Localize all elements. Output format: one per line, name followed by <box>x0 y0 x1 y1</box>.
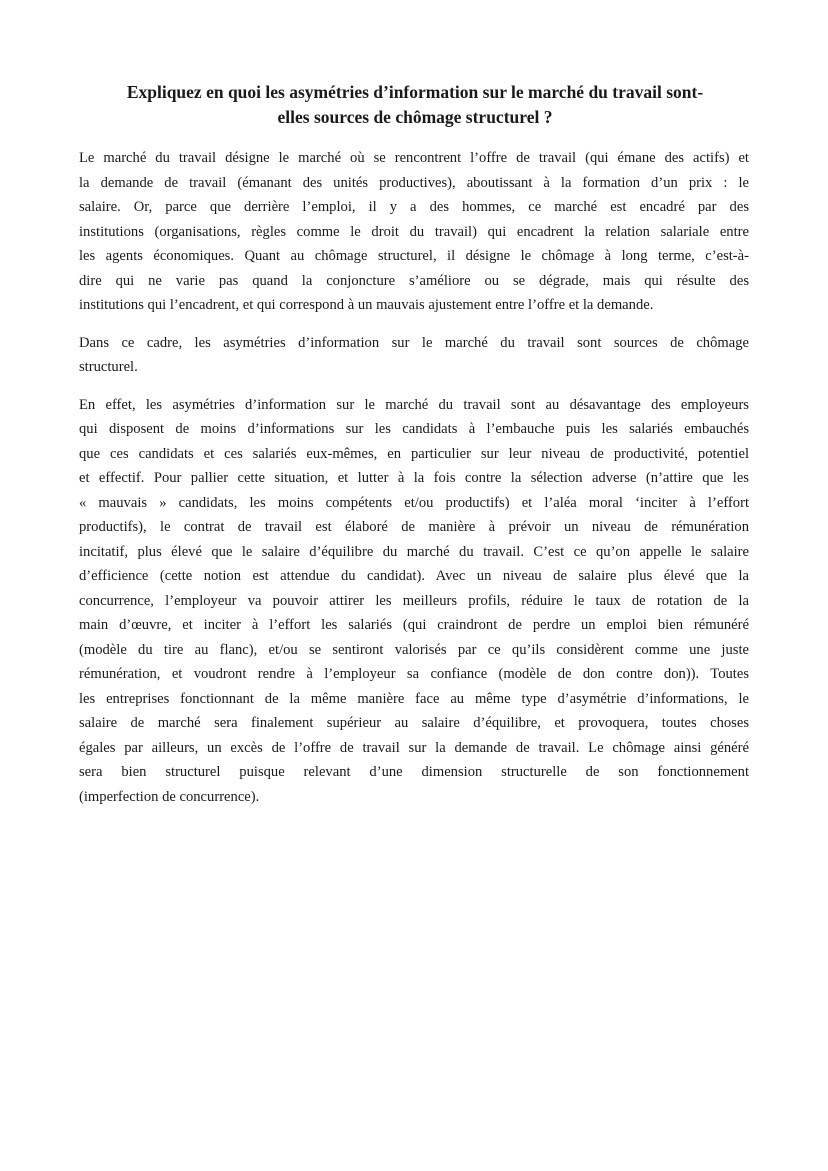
title-line: elles sources de chômage structurel ? <box>277 107 553 127</box>
text-line: concurrence, l’employeur va pouvoir attirer les meilleurs profils, réduire le taux de rotation de la <box>79 592 749 609</box>
text-line: égales par ailleurs, un excès de l’offre de travail sur la demande de travail. Le chômage ainsi généré <box>79 739 749 756</box>
paragraph-1 <box>79 146 749 318</box>
document-title <box>70 80 760 130</box>
text-line: (imperfection de concurrence). <box>79 788 260 805</box>
text-line: salaire. Or, parce que derrière l’emploi, il y a des hommes, ce marché est encadré par des <box>79 199 749 215</box>
text-line: qui disposent de moins d’informations sur les candidats à l’embauche puis les salariés embauchés <box>79 421 749 437</box>
text-line: institutions qui l’encadrent, et qui correspond à un mauvais ajustement entre l’offre et la demande. <box>79 297 654 313</box>
text-line: (modèle du tire au flanc), et/ou se sentiront valorisés par ce qu’ils considèrent comme une juste <box>79 641 749 658</box>
text-line: rémunération, et voudront rendre à l’employeur sa confiance (modèle de don contre don)). Toutes <box>79 666 749 682</box>
text-line: Dans ce cadre, les asymétries d’information sur le marché du travail sont sources de chômage <box>79 334 749 351</box>
text-line: salaire de marché sera finalement supérieur au salaire d’équilibre, et provoquera, toutes choses <box>79 715 749 731</box>
text-line: et effectif. Pour pallier cette situation, et lutter à la fois contre la sélection adverse (n’attire que les <box>79 470 749 486</box>
text-line: que ces candidats et ces salariés eux-mêmes, en particulier sur leur niveau de productivité, potentiel <box>79 445 749 462</box>
document-body <box>79 146 749 822</box>
text-line: structurel. <box>79 359 138 375</box>
text-line: Le marché du travail désigne le marché où se rencontrent l’offre de travail (qui émane des actifs) et <box>79 150 749 166</box>
title-line: Expliquez en quoi les asymétries d’information sur le marché du travail sont- <box>126 82 704 102</box>
text-line: incitatif, plus élevé que le salaire d’équilibre du marché du travail. C’est ce qu’on appelle le salaire <box>79 543 749 560</box>
text-line: productifs), le contrat de travail est élaboré de manière à prévoir un niveau de rémunération <box>79 519 749 535</box>
text-line: institutions (organisations, règles comme le droit du travail) qui encadrent la relation salariale entre <box>79 223 749 240</box>
paragraph-3 <box>79 393 749 810</box>
text-line: dire qui ne varie pas quand la conjoncture s’améliore ou se dégrade, mais qui résulte des <box>79 272 749 289</box>
text-line: sera bien structurel puisque relevant d’une dimension structurelle de son fonctionnement <box>79 764 749 780</box>
text-line: main d’œuvre, et inciter à l’effort les salariés (qui craindront de perdre un emploi bien rémunéré <box>79 617 749 633</box>
text-line: En effet, les asymétries d’information sur le marché du travail sont au désavantage des employeurs <box>79 396 749 413</box>
text-line: les entreprises fonctionnant de la même manière face au même type d’asymétrie d’informations, le <box>79 690 749 707</box>
text-line: « mauvais » candidats, les moins compétents et/ou productifs) et l’aléa moral ‘inciter à l’effort <box>79 494 749 511</box>
text-line: la demande de travail (émanant des unités productives), aboutissant à la formation d’un prix : le <box>79 174 749 191</box>
paragraph-2 <box>79 331 749 380</box>
text-line: les agents économiques. Quant au chômage structurel, il désigne le chômage à long terme, c’est-à- <box>79 248 749 264</box>
text-line: d’efficience (cette notion est attendue du candidat). Avec un niveau de salaire plus élevé que la <box>79 568 749 584</box>
